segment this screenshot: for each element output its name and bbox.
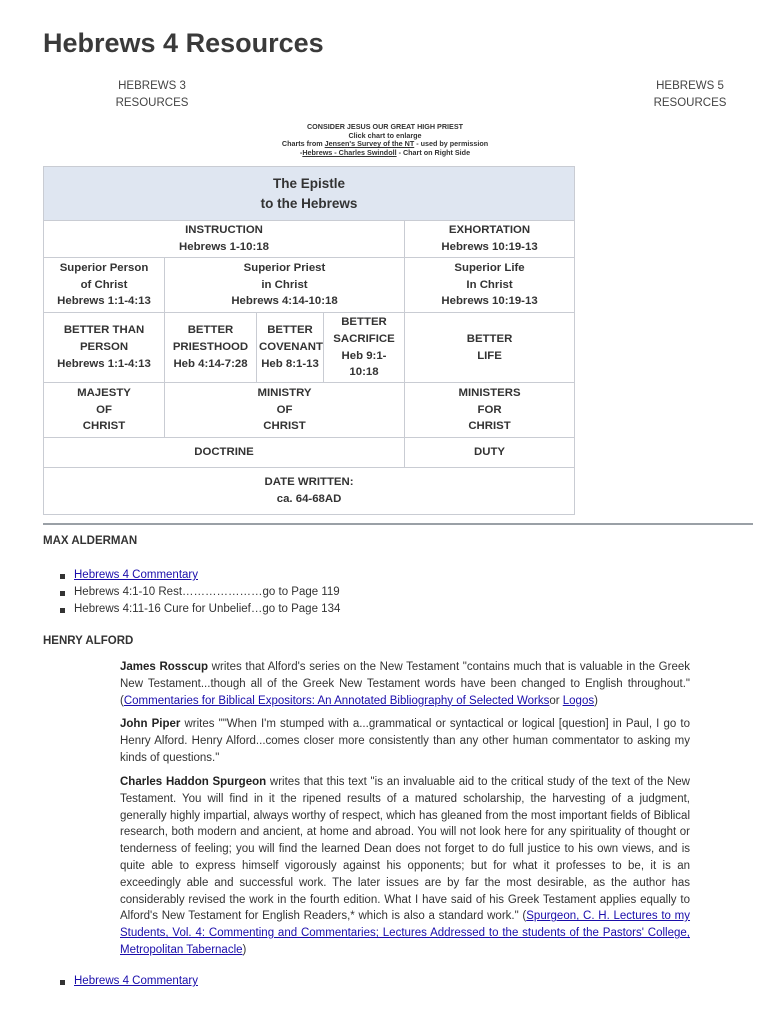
superior-person-line2: of Christ bbox=[80, 278, 128, 291]
caption-line3-prefix: Charts from bbox=[281, 139, 325, 149]
better-priesthood-ref: Heb 4:14-7:28 bbox=[173, 357, 248, 370]
superior-person-line1: Superior Person bbox=[59, 261, 149, 274]
better-than-person-cell bbox=[44, 313, 165, 383]
superior-person-cell bbox=[44, 258, 165, 313]
ministers-cell bbox=[405, 383, 575, 438]
next-chapter-link[interactable] bbox=[640, 78, 740, 112]
spurgeon-text: writes that this text "is an invaluable aid to the critical study of the text of the New Testament. You will find in it the ripened results of a matured scholarship, the harvesting of a judgment, generally highly impartial, always worthy of respect, which has gleaned from the most important fields of Biblical research, both modern and ancient, at home and abroad. You will not look here for any spirituality of thought or tenderness of feeling; you will find the learned Dean does not forget to do full justice to his own views, and is quite able to express himself vigorously against his opponents; but for what it professes to be, it is an exceedingly able and successful work. The later issues are by far the most desirable, as the author has considerably revised the work in the fourth edition. What I have said of his Greek Testament applies equally to Alford's New Testament for English Readers,* which is also a standard work." ( bbox=[120, 776, 690, 923]
swindoll-link[interactable]: Hebrews - Charles Swindoll bbox=[302, 147, 397, 157]
date-written-cell bbox=[44, 468, 575, 515]
chart-title-line1: The Epistle bbox=[273, 175, 346, 191]
better-life-line1: BETTER bbox=[466, 332, 513, 345]
instruction-ref: Hebrews 1-10:18 bbox=[179, 241, 269, 253]
caption-line2: Click chart to enlarge bbox=[348, 130, 422, 140]
better-sacrifice-line2: SACRIFICE bbox=[333, 332, 395, 345]
instruction-cell bbox=[44, 221, 405, 258]
list-item: Hebrews 4:1-10 Rest…………………go to Page 119 bbox=[60, 584, 340, 601]
logos-link[interactable]: Logos bbox=[562, 694, 595, 707]
rosscup-text: writes that Alford's series on the New Testament "contains much that is valuable in the Greek New Testament...though all of the Greek New Testament words have been changed to English throughout." ( bbox=[120, 661, 690, 707]
better-life-cell bbox=[405, 313, 575, 383]
superior-life-cell bbox=[405, 258, 575, 313]
better-priesthood-line1: BETTER bbox=[187, 324, 234, 337]
better-than-person-line2: PERSON bbox=[79, 341, 129, 354]
superior-priest-cell bbox=[165, 258, 405, 313]
spurgeon-lectures-link[interactable]: Spurgeon, C. H. Lectures to my Students, Vol. 4: Commenting and Commentaries; Lectures Addressed to the students of the Pastors' College, Metropolitan Tabernacle bbox=[120, 910, 691, 956]
rosscup-name: James Rosscup bbox=[120, 661, 209, 673]
spurgeon-name: Charles Haddon Spurgeon bbox=[120, 776, 267, 788]
caption-line4 bbox=[240, 149, 530, 158]
date-written-label: DATE WRITTEN: bbox=[264, 476, 354, 489]
piper-name: John Piper bbox=[120, 718, 181, 730]
date-written-value: ca. 64-68AD bbox=[276, 493, 342, 505]
majesty-line1: MAJESTY bbox=[77, 386, 131, 399]
list-item bbox=[60, 567, 340, 584]
hebrews-chart[interactable] bbox=[43, 166, 575, 515]
prev-link-line2: RESOURCES bbox=[115, 97, 189, 109]
superior-life-line2: In Christ bbox=[466, 278, 513, 291]
alford-heading: HENRY ALFORD bbox=[43, 635, 134, 647]
doctrine-cell: DOCTRINE bbox=[44, 438, 405, 468]
caption-line4-prefix: - bbox=[299, 147, 303, 157]
rosscup-paragraph bbox=[120, 659, 690, 709]
chart-title bbox=[44, 167, 575, 221]
caption-line4-suffix: - Chart on Right Side bbox=[396, 147, 471, 157]
majesty-line3: CHRIST bbox=[82, 420, 126, 433]
chart-caption bbox=[240, 123, 530, 157]
better-sacrifice-cell bbox=[324, 313, 405, 383]
alderman-heading: MAX ALDERMAN bbox=[43, 535, 138, 547]
chart-title-line2: to the Hebrews bbox=[260, 195, 358, 211]
better-than-person-ref: Hebrews 1:1-4:13 bbox=[57, 357, 151, 370]
better-covenant-line1: BETTER bbox=[267, 324, 313, 337]
ministry-line2: OF bbox=[276, 403, 293, 416]
rosscup-or: or bbox=[549, 694, 563, 707]
ministers-line1: MINISTERS bbox=[458, 386, 521, 399]
rosscup-bibliography-link[interactable]: Commentaries for Biblical Expositors: An Annotated Bibliography of Selected Works bbox=[123, 694, 550, 707]
superior-person-ref: Hebrews 1:1-4:13 bbox=[57, 295, 151, 308]
page-title: Hebrews 4 Resources bbox=[43, 28, 324, 58]
ministry-cell bbox=[165, 383, 405, 438]
majesty-cell bbox=[44, 383, 165, 438]
piper-text: writes ""When I'm stumped with a...grammatical or syntactical or logical [question] in Paul, I go to Henry Alford. Henry Alford...comes closer more consistently than any other human commentator to asking my kinds of questions." bbox=[120, 718, 690, 764]
section-divider bbox=[43, 523, 753, 525]
majesty-line2: OF bbox=[96, 403, 112, 416]
list-item: Hebrews 4:11-16 Cure for Unbelief…go to Page 134 bbox=[60, 601, 340, 618]
better-than-person-line1: BETTER THAN bbox=[63, 324, 145, 337]
superior-priest-ref: Hebrews 4:14-10:18 bbox=[231, 295, 338, 308]
better-life-line2: LIFE bbox=[477, 349, 502, 362]
better-sacrifice-line1: BETTER bbox=[341, 315, 387, 328]
prev-chapter-link[interactable] bbox=[100, 78, 204, 112]
exhortation-ref: Hebrews 10:19-13 bbox=[441, 241, 538, 253]
exhortation-cell bbox=[405, 221, 575, 258]
alford-commentary-link[interactable]: Hebrews 4 Commentary bbox=[74, 975, 198, 987]
better-covenant-cell bbox=[257, 313, 324, 383]
better-sacrifice-ref-line1: Heb 9:1- bbox=[341, 349, 387, 362]
ministry-line3: CHRIST bbox=[263, 420, 306, 433]
next-link-line1: HEBREWS 5 bbox=[656, 80, 724, 92]
superior-life-ref: Hebrews 10:19-13 bbox=[441, 295, 538, 308]
alderman-list bbox=[60, 567, 340, 617]
list-item bbox=[60, 973, 198, 990]
piper-paragraph bbox=[120, 716, 690, 766]
spurgeon-close: ) bbox=[242, 943, 247, 956]
rosscup-close: ) bbox=[594, 694, 598, 707]
prev-link-line1: HEBREWS 3 bbox=[118, 80, 186, 92]
better-sacrifice-ref-line2: 10:18 bbox=[349, 366, 379, 379]
ministers-line3: CHRIST bbox=[468, 420, 511, 433]
alderman-commentary-link[interactable]: Hebrews 4 Commentary bbox=[74, 569, 198, 581]
better-covenant-line2: COVENANT bbox=[259, 341, 323, 354]
next-link-line2: RESOURCES bbox=[653, 97, 727, 109]
ministers-line2: FOR bbox=[477, 403, 502, 416]
spurgeon-paragraph bbox=[120, 774, 690, 959]
better-priesthood-cell bbox=[165, 313, 257, 383]
jensen-survey-link[interactable]: Jensen's Survey of the NT bbox=[324, 139, 415, 149]
exhortation-label: EXHORTATION bbox=[448, 224, 531, 237]
superior-priest-line2: in Christ bbox=[261, 278, 308, 291]
better-covenant-ref: Heb 8:1-13 bbox=[261, 357, 319, 370]
superior-life-line1: Superior Life bbox=[454, 261, 525, 274]
caption-line3-suffix: - used by permission bbox=[414, 139, 489, 149]
instruction-label: INSTRUCTION bbox=[185, 224, 263, 237]
caption-line1: CONSIDER JESUS OUR GREAT HIGH PRIEST bbox=[306, 122, 463, 131]
better-priesthood-line2: PRIESTHOOD bbox=[172, 341, 249, 354]
superior-priest-line1: Superior Priest bbox=[243, 261, 326, 274]
ministry-line1: MINISTRY bbox=[257, 386, 312, 399]
alford-list bbox=[60, 973, 198, 990]
duty-cell: DUTY bbox=[405, 438, 575, 468]
